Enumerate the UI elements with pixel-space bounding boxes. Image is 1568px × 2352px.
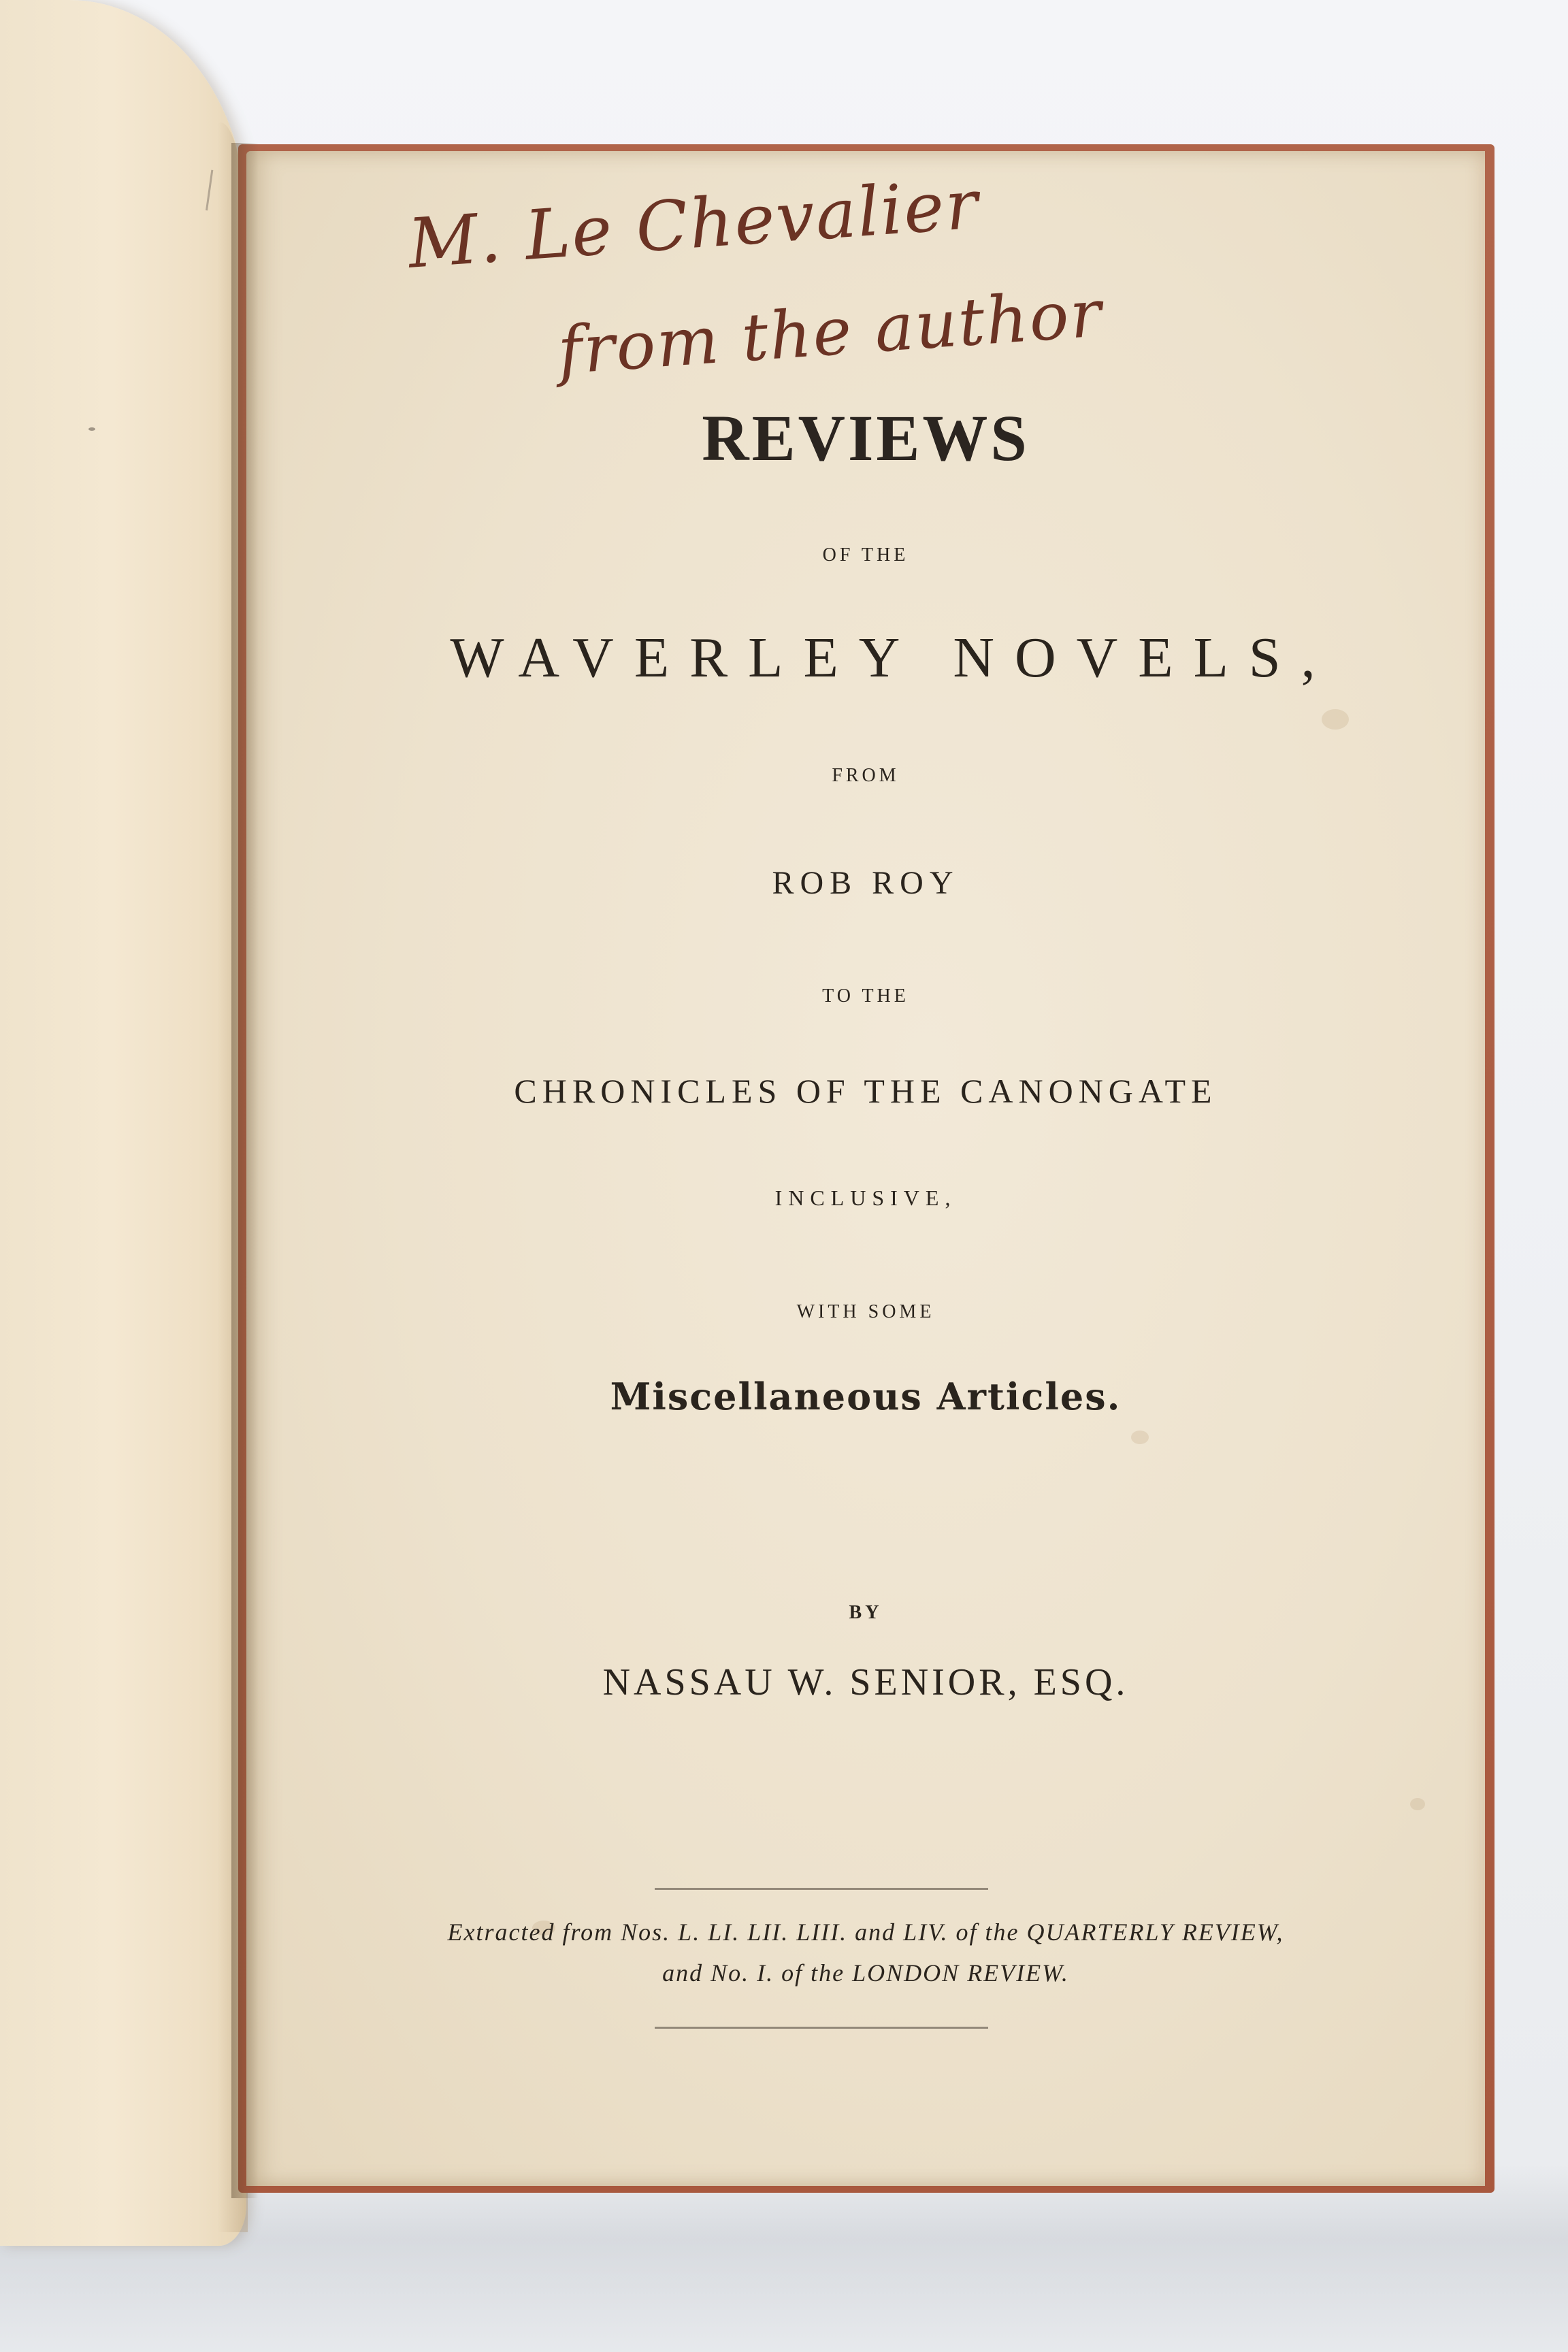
text-from: FROM	[832, 765, 900, 786]
text-miscellaneous-articles: Miscellaneous Articles.	[610, 1375, 1122, 1418]
text-inclusive: INCLUSIVE,	[774, 1186, 957, 1210]
divider-rule-top	[655, 1888, 988, 1890]
text-chronicles-canongate: CHRONICLES OF THE CANONGATE	[514, 1072, 1218, 1110]
inscription-line-1: M. Le Chevalier	[405, 164, 982, 284]
extract-note-line-1: Extracted from Nos. L. LI. LII. LIII. and LIV. of the QUARTERLY REVIEW,	[447, 1918, 1284, 1946]
foxing-spot	[1131, 1431, 1149, 1444]
title-waverley-novels: WAVERLEY NOVELS,	[450, 626, 1336, 689]
text-with-some: WITH SOME	[796, 1301, 935, 1322]
inscription-line-2: from the author	[555, 275, 1105, 389]
foxing-spot	[1410, 1798, 1425, 1810]
text-of-the: OF THE	[822, 544, 909, 566]
text-by: BY	[849, 1602, 883, 1623]
text-rob-roy: ROB ROY	[772, 865, 960, 901]
title-reviews: REVIEWS	[702, 402, 1030, 474]
author-name: NASSAU W. SENIOR, ESQ.	[602, 1661, 1129, 1703]
paper-speck	[88, 427, 95, 431]
left-page	[0, 0, 246, 2246]
extract-note-line-2: and No. I. of the LONDON REVIEW.	[662, 1959, 1069, 1987]
text-to-the: TO THE	[822, 985, 909, 1007]
foxing-spot	[1322, 709, 1349, 730]
divider-rule-bottom	[655, 2027, 988, 2029]
pencil-mark	[206, 170, 238, 214]
